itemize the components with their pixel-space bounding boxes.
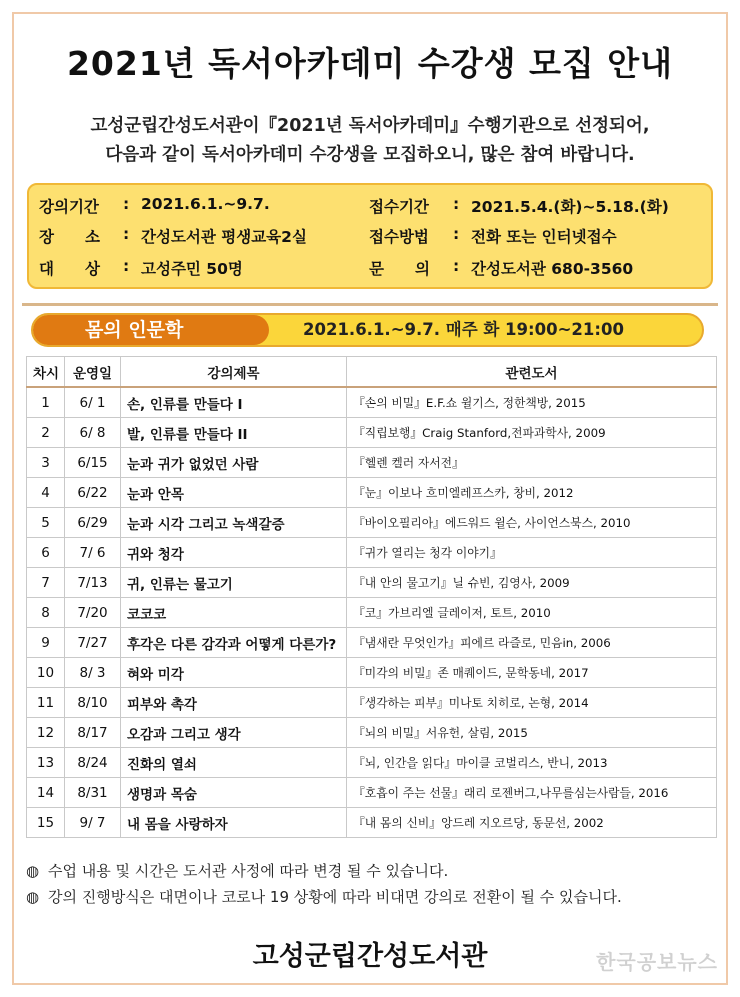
place-value: 간성도서관 평생교육2실: [141, 228, 307, 246]
cell-no: 14: [27, 778, 65, 808]
table-row: [27, 387, 717, 418]
cell-no: 13: [27, 748, 65, 778]
cell-title: 오감과 그리고 생각: [121, 718, 347, 748]
news-watermark: 한국공보뉴스: [596, 950, 718, 974]
cell-no: 4: [27, 478, 65, 508]
cell-title: 눈과 시각 그리고 녹색갈증: [121, 508, 347, 538]
cell-date: 6/ 8: [65, 418, 121, 448]
lecture-period-value: 2021.6.1.~9.7.: [141, 195, 270, 213]
cell-no: 5: [27, 508, 65, 538]
cell-book: 『헬렌 켈러 자서전』: [347, 448, 717, 478]
colon: :: [123, 195, 130, 213]
cell-no: 6: [27, 538, 65, 568]
apply-period-label: 접수기간: [369, 198, 429, 216]
cell-date: 6/29: [65, 508, 121, 538]
header-title: 강의제목: [121, 357, 347, 388]
table-row: [27, 418, 717, 448]
table-row: [27, 448, 717, 478]
table-row: [27, 658, 717, 688]
course-name: 몸의 인문학: [33, 315, 269, 345]
cell-book: 『뇌, 인간을 읽다』마이클 코벌리스, 반니, 2013: [347, 748, 717, 778]
cell-book: 『직립보행』Craig Stanford,전파과학사, 2009: [347, 418, 717, 448]
cell-no: 3: [27, 448, 65, 478]
library-name-footer: 고성군립간성도서관: [252, 941, 488, 972]
note-bullet-icon: ◍: [26, 888, 40, 906]
cell-date: 8/10: [65, 688, 121, 718]
cell-book: 『호흡이 주는 선물』래리 로젠버그,나무를심는사람들, 2016: [347, 778, 717, 808]
colon: :: [123, 257, 130, 275]
table-row: [27, 808, 717, 838]
table-row: [27, 598, 717, 628]
course-schedule: 2021.6.1.~9.7. 매주 화 19:00~21:00: [303, 320, 624, 339]
colon: :: [123, 225, 130, 243]
cell-title: 혀와 미각: [121, 658, 347, 688]
apply-period-value: 2021.5.4.(화)~5.18.(화): [471, 198, 669, 216]
cell-no: 11: [27, 688, 65, 718]
table-row: [27, 568, 717, 598]
note-item: [26, 858, 622, 884]
note-text: 강의 진행방식은 대면이나 코로나 19 상황에 따라 비대면 강의로 전환이 될 수 있습니다.: [48, 888, 622, 906]
table-row: [27, 748, 717, 778]
cell-date: 8/31: [65, 778, 121, 808]
table-row: [27, 778, 717, 808]
intro-line-2: 다음과 같이 독서아카데미 수강생을 모집하오니, 많은 참여 바랍니다.: [105, 145, 635, 165]
target-label: 대 상: [39, 260, 100, 278]
cell-date: 8/24: [65, 748, 121, 778]
info-row-1: [29, 195, 711, 219]
divider: [22, 303, 718, 306]
cell-title: 진화의 열쇠: [121, 748, 347, 778]
cell-no: 8: [27, 598, 65, 628]
apply-method-label: 접수방법: [369, 228, 429, 246]
notes: [26, 858, 622, 910]
header-book: 관련도서: [347, 357, 717, 388]
intro-text: [0, 112, 740, 170]
table-row: [27, 478, 717, 508]
cell-no: 15: [27, 808, 65, 838]
page-title: 2021년 독서아카데미 수강생 모집 안내: [66, 44, 674, 83]
cell-title: 귀와 청각: [121, 538, 347, 568]
table-row: [27, 628, 717, 658]
header-no: 차시: [27, 357, 65, 388]
colon: :: [453, 257, 460, 275]
cell-title: 내 몸을 사랑하자: [121, 808, 347, 838]
table-row: [27, 718, 717, 748]
table-row: [27, 538, 717, 568]
cell-date: 9/ 7: [65, 808, 121, 838]
note-bullet-icon: ◍: [26, 862, 40, 880]
apply-method-value: 전화 또는 인터넷접수: [471, 228, 617, 246]
info-row-2: [29, 225, 711, 249]
cell-title: 생명과 목숨: [121, 778, 347, 808]
cell-title: 코코코: [121, 598, 347, 628]
cell-date: 7/13: [65, 568, 121, 598]
inquiry-label: 문 의: [369, 260, 430, 278]
place-label: 장 소: [39, 228, 100, 246]
cell-book: 『생각하는 피부』미나토 치히로, 논형, 2014: [347, 688, 717, 718]
cell-no: 10: [27, 658, 65, 688]
cell-date: 8/ 3: [65, 658, 121, 688]
table-header-row: [27, 357, 717, 388]
note-text: 수업 내용 및 시간은 도서관 사정에 따라 변경 될 수 있습니다.: [48, 862, 449, 880]
cell-book: 『내 안의 물고기』닐 슈빈, 김영사, 2009: [347, 568, 717, 598]
header-date: 운영일: [65, 357, 121, 388]
cell-no: 9: [27, 628, 65, 658]
cell-date: 8/17: [65, 718, 121, 748]
lecture-period-label: 강의기간: [39, 198, 99, 216]
cell-title: 손, 인류를 만들다 I: [121, 387, 347, 418]
cell-title: 발, 인류를 만들다 II: [121, 418, 347, 448]
table-row: [27, 688, 717, 718]
cell-title: 후각은 다른 감각과 어떻게 다른가?: [121, 628, 347, 658]
cell-date: 6/ 1: [65, 387, 121, 418]
cell-book: 『바이오필리아』에드워드 윌슨, 사이언스북스, 2010: [347, 508, 717, 538]
note-item: [26, 884, 622, 910]
table-row: [27, 508, 717, 538]
info-box: [27, 183, 713, 289]
cell-date: 7/27: [65, 628, 121, 658]
info-row-3: [29, 257, 711, 281]
cell-book: 『손의 비밀』E.F.쇼 윌기스, 정한책방, 2015: [347, 387, 717, 418]
cell-title: 눈과 귀가 없었던 사람: [121, 448, 347, 478]
colon: :: [453, 195, 460, 213]
intro-line-1: 고성군립간성도서관이『2021년 독서아카데미』수행기관으로 선정되어,: [90, 116, 650, 136]
cell-title: 귀, 인류는 물고기: [121, 568, 347, 598]
cell-no: 1: [27, 387, 65, 418]
cell-date: 6/22: [65, 478, 121, 508]
cell-date: 6/15: [65, 448, 121, 478]
cell-book: 『미각의 비밀』존 매퀘이드, 문학동네, 2017: [347, 658, 717, 688]
cell-book: 『눈』이보나 흐미엘레프스카, 창비, 2012: [347, 478, 717, 508]
cell-title: 피부와 촉각: [121, 688, 347, 718]
cell-book: 『내 몸의 신비』앙드레 지오르당, 동문선, 2002: [347, 808, 717, 838]
cell-book: 『귀가 열리는 청각 이야기』: [347, 538, 717, 568]
colon: :: [453, 225, 460, 243]
inquiry-value: 간성도서관 680-3560: [471, 260, 634, 278]
cell-title: 눈과 안목: [121, 478, 347, 508]
lecture-table: [26, 356, 717, 838]
cell-book: 『코』가브리엘 글레이저, 토트, 2010: [347, 598, 717, 628]
cell-no: 2: [27, 418, 65, 448]
lecture-table-body: [27, 387, 717, 838]
cell-date: 7/ 6: [65, 538, 121, 568]
cell-date: 7/20: [65, 598, 121, 628]
cell-book: 『뇌의 비밀』서유헌, 살림, 2015: [347, 718, 717, 748]
cell-no: 12: [27, 718, 65, 748]
cell-no: 7: [27, 568, 65, 598]
course-banner: [31, 313, 704, 347]
target-value: 고성주민 50명: [141, 260, 243, 278]
cell-book: 『냄새란 무엇인가』피에르 라즐로, 민음in, 2006: [347, 628, 717, 658]
